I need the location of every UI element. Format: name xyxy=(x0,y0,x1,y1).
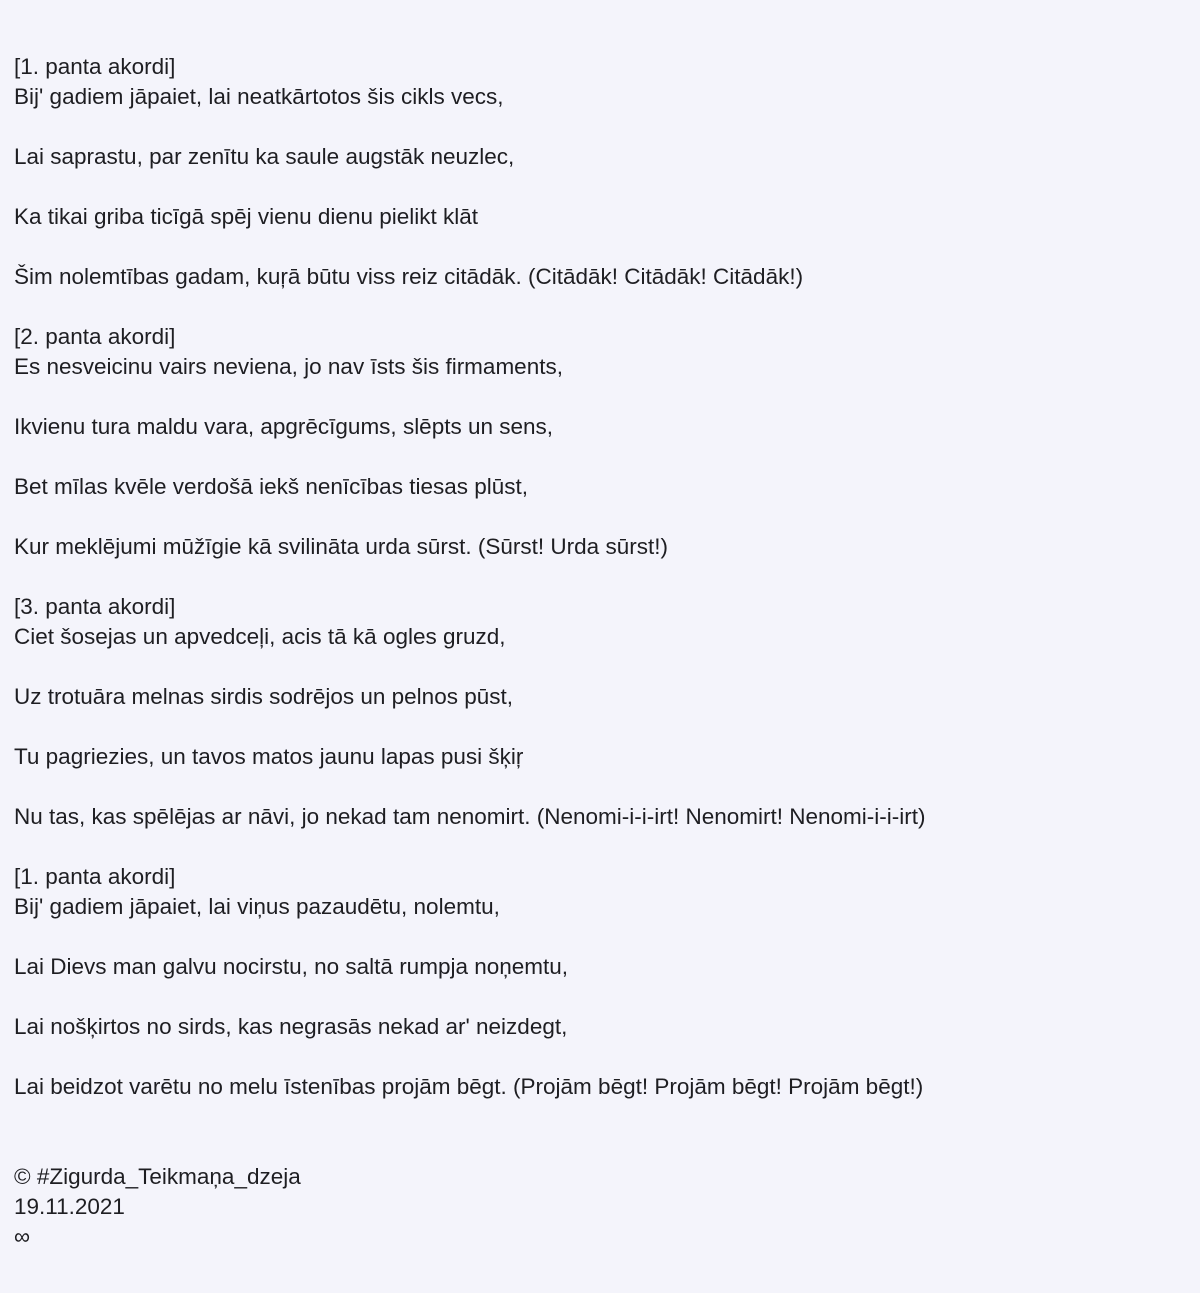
footer-credit: © #Zigurda_Teikmaņa_dzeja xyxy=(14,1164,301,1189)
stanza xyxy=(14,322,1186,562)
lyric-line: Bet mīlas kvēle verdošā iekš nenīcības tiesas plūst, xyxy=(14,474,528,499)
infinity-symbol: ∞ xyxy=(14,1224,31,1249)
lyric-line: Nu tas, kas spēlējas ar nāvi, jo nekad tam nenomirt. (Nenomi-i-i-irt! Nenomirt! Nenomi-i-i-irt) xyxy=(14,804,926,829)
stanza xyxy=(14,862,1186,1102)
stanza xyxy=(14,52,1186,292)
lyric-line: Uz trotuāra melnas sirdis sodrējos un pelnos pūst, xyxy=(14,684,513,709)
lyric-line: Ciet šosejas un apvedceļi, acis tā kā ogles gruzd, xyxy=(14,624,506,649)
stanza-header: [1. panta akordi] xyxy=(14,54,176,79)
lyric-line: Ikvienu tura maldu vara, apgrēcīgums, slēpts un sens, xyxy=(14,414,554,439)
lyric-line: Kur meklējumi mūžīgie kā svilināta urda sūrst. (Sūrst! Urda sūrst!) xyxy=(14,534,668,559)
stanza-header: [3. panta akordi] xyxy=(14,594,176,619)
lyric-line: Tu pagriezies, un tavos matos jaunu lapas pusi šķiŗ xyxy=(14,744,524,769)
lyric-line: Lai Dievs man galvu nocirstu, no saltā rumpja noņemtu, xyxy=(14,954,569,979)
lyric-line: Šim nolemtības gadam, kuŗā būtu viss reiz citādāk. (Citādāk! Citādāk! Citādāk!) xyxy=(14,264,804,289)
stanza xyxy=(14,592,1186,832)
footer xyxy=(14,1162,1186,1252)
lyric-line: Es nesveicinu vairs neviena, jo nav īsts šis firmaments, xyxy=(14,354,563,379)
lyric-line: Lai saprastu, par zenītu ka saule augstāk neuzlec, xyxy=(14,144,515,169)
lyric-line: Ka tikai griba ticīgā spēj vienu dienu pielikt klāt xyxy=(14,204,479,229)
lyric-line: Bij' gadiem jāpaiet, lai neatkārtotos šis cikls vecs, xyxy=(14,84,504,109)
stanza-header: [1. panta akordi] xyxy=(14,864,176,889)
stanza-header: [2. panta akordi] xyxy=(14,324,176,349)
footer-date: 19.11.2021 xyxy=(14,1194,125,1219)
lyric-line: Bij' gadiem jāpaiet, lai viņus pazaudētu, nolemtu, xyxy=(14,894,500,919)
lyric-line: Lai nošķirtos no sirds, kas negrasās nekad ar' neizdegt, xyxy=(14,1014,568,1039)
lyric-line: Lai beidzot varētu no melu īstenības projām bēgt. (Projām bēgt! Projām bēgt! Projām bēgt!) xyxy=(14,1074,924,1099)
